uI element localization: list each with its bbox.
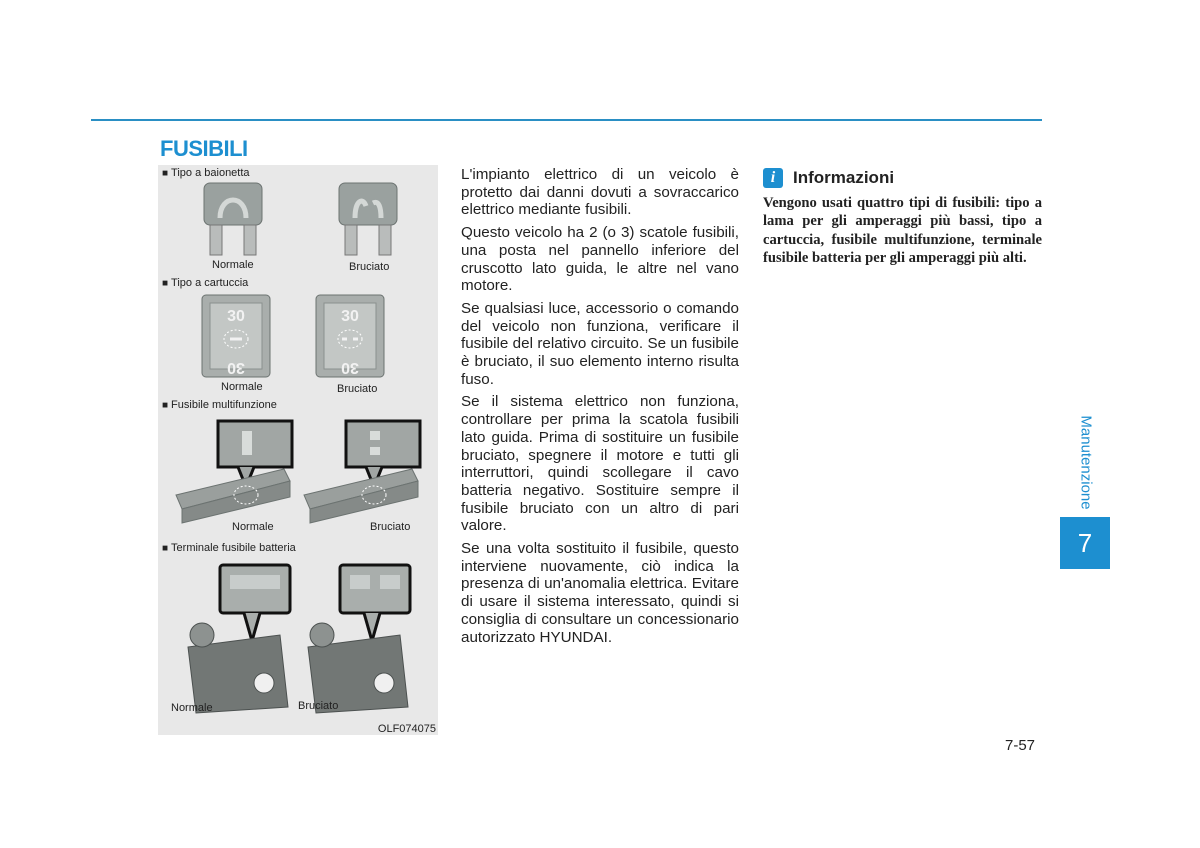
caption-multifunction-blown: Bruciato — [370, 521, 411, 533]
body-paragraph: Se qualsiasi luce, accessorio o comando del veicolo non funziona, verificare il fusibile del relativo circuito. Se un fusibile è bruciato, il suo elemento interno risulta fuso. — [461, 299, 739, 388]
caption-battery-terminal-blown: Bruciato — [298, 700, 339, 712]
section-title: FUSIBILI — [160, 136, 248, 161]
info-box — [763, 168, 1042, 268]
fig-heading-cartridge: ■ Tipo a cartuccia — [162, 277, 248, 289]
figure-code: OLF074075 — [377, 723, 436, 735]
body-paragraph: L'impianto elettrico di un veicolo è protetto dai danni dovuti a sovraccarico elettrico mediante fusibili. — [461, 166, 739, 219]
chapter-name: Manutenzione — [1077, 414, 1095, 510]
body-text — [461, 166, 739, 651]
battery-terminal-fuse-normal-image — [184, 561, 294, 717]
info-text: Vengono usati quattro tipi di fusibili: tipo a lama per gli amperaggi più bassi, tipo a cartuccia, fusibile multifunzione, terminale fusibile batteria per gli amperaggi più alti. — [763, 195, 1042, 267]
caption-blade-normal: Normale — [212, 259, 254, 271]
body-paragraph: Se una volta sostituito il fusibile, questo interviene nuovamente, ciò indica la presenza di un'anomalia elettrica. Evitare di usare il sistema interessato, quindi si consiglia di consultare un concessionario autorizzato HYUNDAI. — [461, 540, 739, 646]
chapter-side-label — [1063, 408, 1109, 516]
info-title: Informazioni — [793, 168, 895, 187]
cartridge-fuse-blown-image — [314, 293, 386, 379]
battery-terminal-fuse-blown-image — [304, 561, 414, 717]
info-icon: i — [763, 168, 783, 188]
body-paragraph: Questo veicolo ha 2 (o 3) scatole fusibili, una posta nel pannello inferiore del cruscotto lato guida, le altre nel vano motore. — [461, 224, 739, 295]
caption-blade-blown: Bruciato — [349, 261, 390, 273]
blade-fuse-blown-image — [333, 180, 403, 258]
caption-battery-terminal-normal: Normale — [171, 702, 213, 714]
body-paragraph: Se il sistema elettrico non funziona, controllare per prima la scatola fusibili lato guida. Prima di sostituire un fusibile bruciato, spegnere il motore e tutti gli interruttori, quindi scollegare il cavo batteria negativo. Sostituire sempre il fusibile bruciato con un altro di pari valore. — [461, 393, 739, 535]
fig-heading-blade: ■ Tipo a baionetta — [162, 167, 250, 179]
cartridge-normal-marking: 30 — [227, 308, 245, 325]
caption-cartridge-normal: Normale — [221, 381, 263, 393]
fuse-types-figure — [158, 165, 438, 735]
page-number: 7-57 — [1005, 737, 1036, 754]
chapter-tab: 7 — [1060, 517, 1110, 569]
blade-fuse-normal-image — [198, 180, 268, 258]
cartridge-normal-marking-inverted: 30 — [227, 359, 245, 376]
fig-heading-battery-terminal: ■ Terminale fusibile batteria — [162, 542, 296, 554]
caption-multifunction-normal: Normale — [232, 521, 274, 533]
multifunction-fuse-blown-image — [302, 417, 422, 525]
fig-heading-multifunction: ■ Fusibile multifunzione — [162, 399, 277, 411]
header-rule — [91, 119, 1042, 121]
multifunction-fuse-normal-image — [174, 417, 294, 525]
caption-cartridge-blown: Bruciato — [337, 383, 378, 395]
cartridge-blown-marking: 30 — [341, 308, 359, 325]
info-header — [763, 168, 1042, 188]
cartridge-fuse-normal-image — [200, 293, 272, 379]
cartridge-blown-marking-inverted: 30 — [341, 359, 359, 376]
